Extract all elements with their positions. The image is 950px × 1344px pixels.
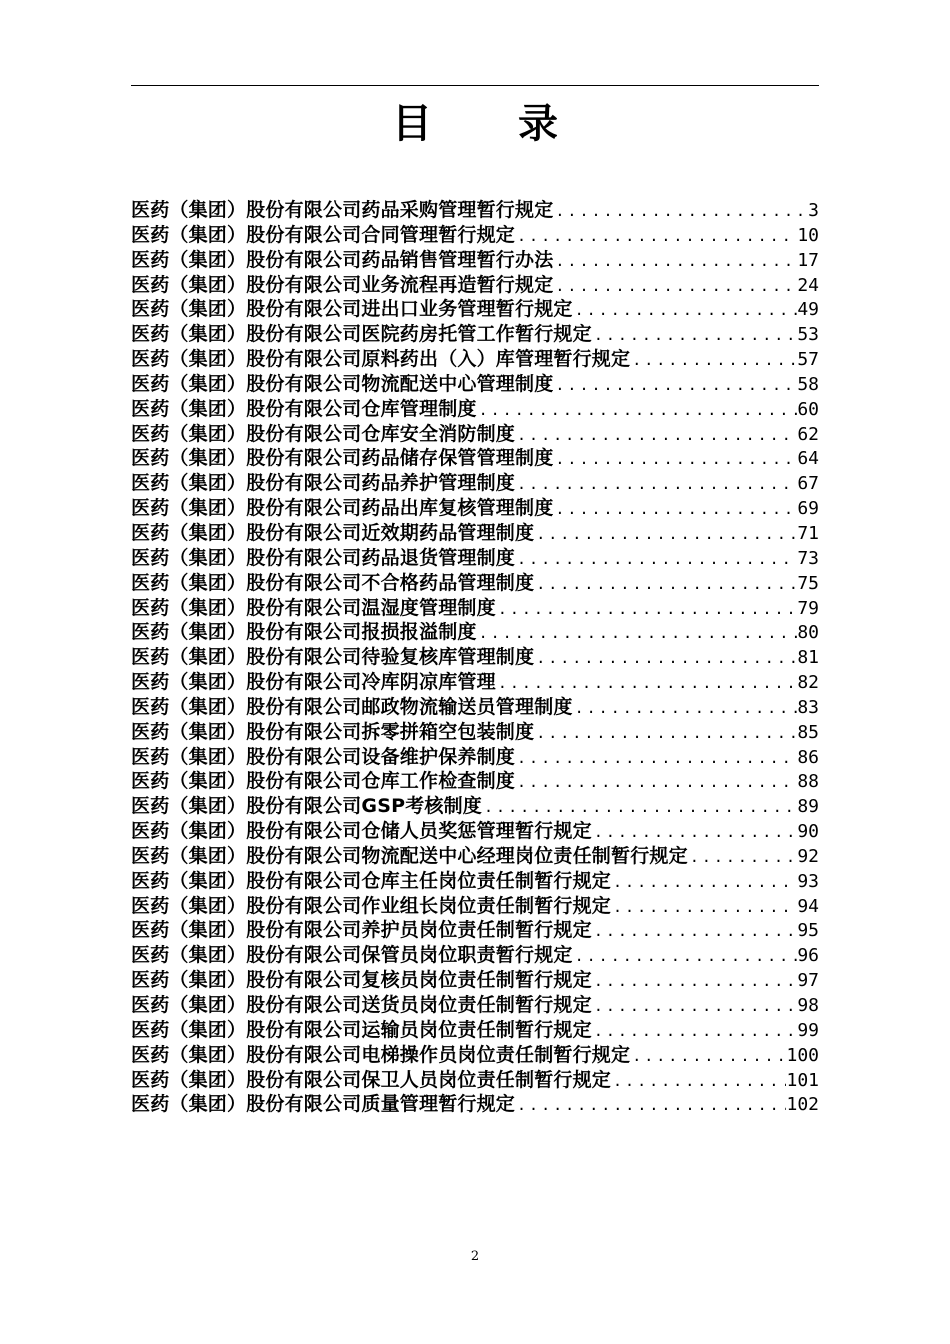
toc-entry-title: 医药（集团）股份有限公司复核员岗位责任制暂行规定 [131,969,592,992]
toc-entry-page: 71 [797,522,819,544]
toc-entry-title: 医药（集团）股份有限公司药品销售管理暂行办法 [131,248,554,271]
header-rule [131,85,819,86]
toc-entry[interactable] [131,347,819,372]
toc-entry[interactable] [131,546,819,571]
toc-entry[interactable] [131,496,819,521]
toc-entry-title: 医药（集团）股份有限公司电梯操作员岗位责任制暂行规定 [131,1043,631,1066]
toc-entry-page: 58 [797,373,819,395]
toc-entry[interactable] [131,422,819,447]
toc-dot-leader [515,547,797,571]
toc-entry[interactable] [131,446,819,471]
toc-entry-page: 97 [797,970,819,992]
toc-entry-page: 73 [797,547,819,569]
toc-dot-leader [553,447,797,471]
toc-entry-page: 86 [797,746,819,768]
toc-entry-title: 医药（集团）股份有限公司冷库阴凉库管理 [131,671,496,694]
toc-dot-leader [630,1044,786,1068]
toc-entry-page: 98 [797,995,819,1016]
toc-entry-page: 49 [797,299,819,321]
toc-entry[interactable] [131,869,819,894]
toc-dot-leader [573,696,798,720]
toc-entry[interactable] [131,745,819,770]
toc-entry-page: 99 [797,1019,819,1041]
table-of-contents [131,198,819,1117]
toc-dot-leader [534,522,797,546]
toc-dot-leader [477,621,798,645]
toc-entry-page: 101 [786,1069,819,1091]
toc-entry[interactable] [131,794,819,819]
toc-entry[interactable] [131,993,819,1018]
toc-entry[interactable] [131,894,819,919]
toc-entry-page: 80 [797,622,819,644]
toc-entry-title: 医药（集团）股份有限公司业务流程再造暂行规定 [131,273,554,296]
toc-entry-title: 医药（集团）股份有限公司报损报溢制度 [131,621,477,644]
toc-entry-title: 医药（集团）股份有限公司药品退货管理制度 [131,546,516,569]
toc-dot-leader [688,845,798,869]
toc-entry[interactable] [131,1068,819,1093]
toc-entry-page: 94 [797,895,819,917]
toc-entry-title: 医药（集团）股份有限公司作业组长岗位责任制暂行规定 [131,894,612,917]
toc-entry-page: 81 [797,647,819,669]
toc-dot-leader [592,820,798,844]
toc-entry[interactable] [131,645,819,670]
toc-entry-page: 96 [797,945,819,967]
toc-entry[interactable] [131,273,819,298]
toc-entry-title: 医药（集团）股份有限公司GSP考核制度 [131,795,483,818]
toc-entry-page: 90 [797,821,819,843]
toc-dot-leader [534,646,797,670]
toc-dot-leader [482,795,797,819]
toc-entry-page: 85 [797,721,819,743]
toc-dot-leader [553,373,797,397]
toc-entry[interactable] [131,1092,819,1117]
toc-entry-title: 医药（集团）股份有限公司药品储存保管管理制度 [131,447,554,470]
toc-entry[interactable] [131,968,819,993]
toc-entry-page: 75 [797,572,819,594]
toc-entry-title: 医药（集团）股份有限公司药品出库复核管理制度 [131,497,554,520]
toc-entry-title: 医药（集团）股份有限公司设备维护保养制度 [131,745,516,768]
toc-entry-title: 医药（集团）股份有限公司药品采购管理暂行规定 [131,199,554,221]
toc-entry-page: 69 [797,498,819,520]
toc-entry-title: 医药（集团）股份有限公司拆零拼箱空包装制度 [131,720,535,743]
toc-entry-title: 医药（集团）股份有限公司仓库主任岗位责任制暂行规定 [131,869,612,892]
toc-entry-title: 医药（集团）股份有限公司邮政物流输送员管理制度 [131,695,573,718]
toc-entry-title: 医药（集团）股份有限公司温湿度管理制度 [131,596,496,619]
toc-entry-page: 88 [797,771,819,793]
toc-entry-title: 医药（集团）股份有限公司物流配送中心经理岗位责任制暂行规定 [131,844,688,867]
toc-dot-leader [592,969,798,993]
toc-dot-leader [592,994,798,1018]
toc-dot-leader [553,199,808,223]
page-number: 2 [470,1249,480,1264]
toc-entry-page: 93 [797,870,819,892]
toc-entry-title: 医药（集团）股份有限公司不合格药品管理制度 [131,571,535,594]
toc-entry[interactable] [131,322,819,347]
toc-entry-page: 89 [797,796,819,818]
toc-dot-leader [611,1069,786,1093]
toc-entry-page: 3 [808,200,819,221]
toc-dot-leader [515,423,797,447]
toc-entry-title: 医药（集团）股份有限公司物流配送中心管理制度 [131,372,554,395]
toc-entry[interactable] [131,223,819,248]
toc-entry-page: 95 [797,920,819,942]
toc-entry-title: 医药（集团）股份有限公司送货员岗位责任制暂行规定 [131,994,592,1016]
toc-entry[interactable] [131,248,819,273]
toc-entry-title: 医药（集团）股份有限公司养护员岗位责任制暂行规定 [131,919,592,942]
toc-entry-title: 医药（集团）股份有限公司合同管理暂行规定 [131,223,516,246]
toc-entry[interactable] [131,471,819,496]
toc-entry-page: 62 [797,423,819,445]
toc-entry[interactable] [131,521,819,546]
toc-entry-page: 102 [786,1094,819,1116]
toc-entry-title: 医药（集团）股份有限公司仓库工作检查制度 [131,770,516,793]
toc-dot-leader [592,323,798,347]
toc-entry[interactable] [131,720,819,745]
toc-entry-page: 17 [797,249,819,271]
toc-entry[interactable] [131,397,819,422]
toc-entry-page: 67 [797,473,819,495]
toc-dot-leader [592,919,798,943]
toc-entry[interactable] [131,372,819,397]
toc-entry-title: 医药（集团）股份有限公司质量管理暂行规定 [131,1093,516,1116]
toc-dot-leader [534,721,797,745]
toc-entry-title: 医药（集团）股份有限公司仓储人员奖惩管理暂行规定 [131,820,592,843]
toc-dot-leader [611,870,797,894]
toc-dot-leader [496,597,798,621]
toc-entry-page: 79 [797,597,819,619]
toc-entry[interactable] [131,596,819,621]
toc-entry-page: 53 [797,324,819,346]
toc-dot-leader [515,472,797,496]
toc-entry-page: 83 [797,696,819,718]
toc-entry-title: 医药（集团）股份有限公司运输员岗位责任制暂行规定 [131,1018,592,1041]
toc-dot-leader [573,944,798,968]
toc-entry[interactable] [131,1043,819,1068]
toc-entry[interactable] [131,571,819,596]
toc-entry[interactable] [131,620,819,645]
toc-entry-title: 医药（集团）股份有限公司原料药出（入）库管理暂行规定 [131,348,631,371]
toc-entry-title: 医药（集团）股份有限公司近效期药品管理制度 [131,521,535,544]
toc-dot-leader [534,572,797,596]
toc-entry-page: 92 [797,845,819,867]
toc-dot-leader [553,497,797,521]
toc-entry-page: 10 [797,224,819,246]
toc-entry-page: 60 [797,398,819,420]
toc-entry[interactable] [131,695,819,720]
toc-dot-leader [611,895,797,919]
toc-dot-leader [553,274,797,298]
toc-entry[interactable] [131,819,819,844]
toc-dot-leader [496,671,798,695]
toc-entry-title: 医药（集团）股份有限公司仓库管理制度 [131,397,477,420]
toc-entry-title: 医药（集团）股份有限公司进出口业务管理暂行规定 [131,298,573,321]
toc-dot-leader [477,398,798,422]
toc-entry-title: 医药（集团）股份有限公司待验复核库管理制度 [131,646,535,669]
toc-dot-leader [553,249,797,273]
toc-entry[interactable] [131,297,819,322]
toc-dot-leader [573,298,798,322]
toc-entry[interactable] [131,769,819,794]
toc-dot-leader [592,1019,798,1043]
toc-entry-page: 82 [797,672,819,694]
toc-entry-page: 57 [797,349,819,371]
toc-entry[interactable] [131,1018,819,1043]
toc-entry[interactable] [131,943,819,968]
page-title: 目 录 [392,101,594,147]
toc-entry-title: 医药（集团）股份有限公司保管员岗位职责暂行规定 [131,944,573,967]
toc-entry-title: 医药（集团）股份有限公司药品养护管理制度 [131,472,516,495]
toc-entry-page: 100 [786,1044,819,1066]
toc-dot-leader [515,1093,786,1117]
toc-entry[interactable] [131,670,819,695]
toc-entry-page: 24 [797,274,819,296]
toc-entry-title: 医药（集团）股份有限公司仓库安全消防制度 [131,422,516,445]
toc-dot-leader [515,770,797,794]
toc-entry[interactable] [131,844,819,869]
toc-entry[interactable] [131,918,819,943]
toc-dot-leader [515,746,797,770]
toc-entry[interactable] [131,198,819,223]
toc-entry-title: 医药（集团）股份有限公司医院药房托管工作暂行规定 [131,323,592,346]
toc-entry-title: 医药（集团）股份有限公司保卫人员岗位责任制暂行规定 [131,1068,612,1091]
toc-dot-leader [515,224,797,248]
toc-dot-leader [630,348,797,372]
toc-entry-page: 64 [797,448,819,470]
